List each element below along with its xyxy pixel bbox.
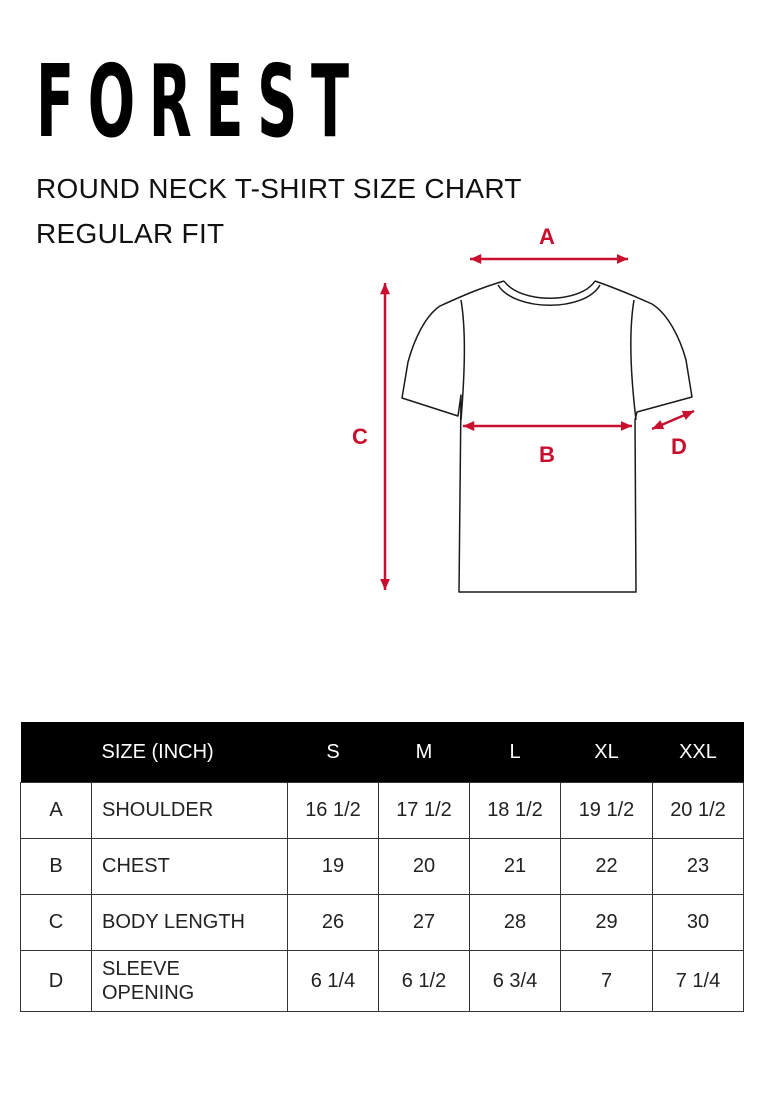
table-cell: 17 1/2 [379,783,470,839]
row-name: CHEST [92,839,288,895]
tshirt-outline [402,281,692,592]
row-name: SHOULDER [92,783,288,839]
chart-title: ROUND NECK T-SHIRT SIZE CHART [36,173,522,204]
table-cell: 23 [653,839,744,895]
header-size: L [470,722,561,783]
row-name-line: SLEEVE [102,958,180,980]
sleeve-measure-line [652,411,694,429]
table-row [21,783,744,839]
table-cell: 22 [561,839,653,895]
table-cell: 19 [288,839,379,895]
table-cell: 30 [653,895,744,951]
table-cell: 19 1/2 [561,783,653,839]
label-b: B [539,442,555,467]
row-name [92,951,288,1012]
table-cell: 6 1/4 [288,951,379,1012]
table-cell: 28 [470,895,561,951]
row-name: BODY LENGTH [92,895,288,951]
row-code: D [21,951,92,1012]
label-c: C [352,424,368,449]
table-cell: 26 [288,895,379,951]
table-cell: 29 [561,895,653,951]
table-cell: 27 [379,895,470,951]
header-size-label: SIZE (INCH) [92,722,288,783]
label-d: D [671,434,687,459]
fit-label: REGULAR FIT [36,218,225,249]
table-row [21,951,744,1012]
table-cell: 20 [379,839,470,895]
table-cell: 21 [470,839,561,895]
table-header-row [21,722,744,783]
table-cell: 18 1/2 [470,783,561,839]
table-cell: 6 1/2 [379,951,470,1012]
table-cell: 7 1/4 [653,951,744,1012]
header-size: XXL [653,722,744,783]
row-code: C [21,895,92,951]
row-code: B [21,839,92,895]
brand-logo: FOREST [36,43,363,160]
row-name-line: OPENING [102,982,195,1004]
table-cell: 7 [561,951,653,1012]
table-cell: 6 3/4 [470,951,561,1012]
table-cell: 20 1/2 [653,783,744,839]
measure-lines [385,259,694,590]
label-a: A [539,224,555,249]
row-code: A [21,783,92,839]
header-code [21,722,92,783]
header-size: XL [561,722,653,783]
table-cell: 16 1/2 [288,783,379,839]
header-size: S [288,722,379,783]
size-table [20,722,744,1012]
table-row [21,895,744,951]
header-size: M [379,722,470,783]
table-row [21,839,744,895]
